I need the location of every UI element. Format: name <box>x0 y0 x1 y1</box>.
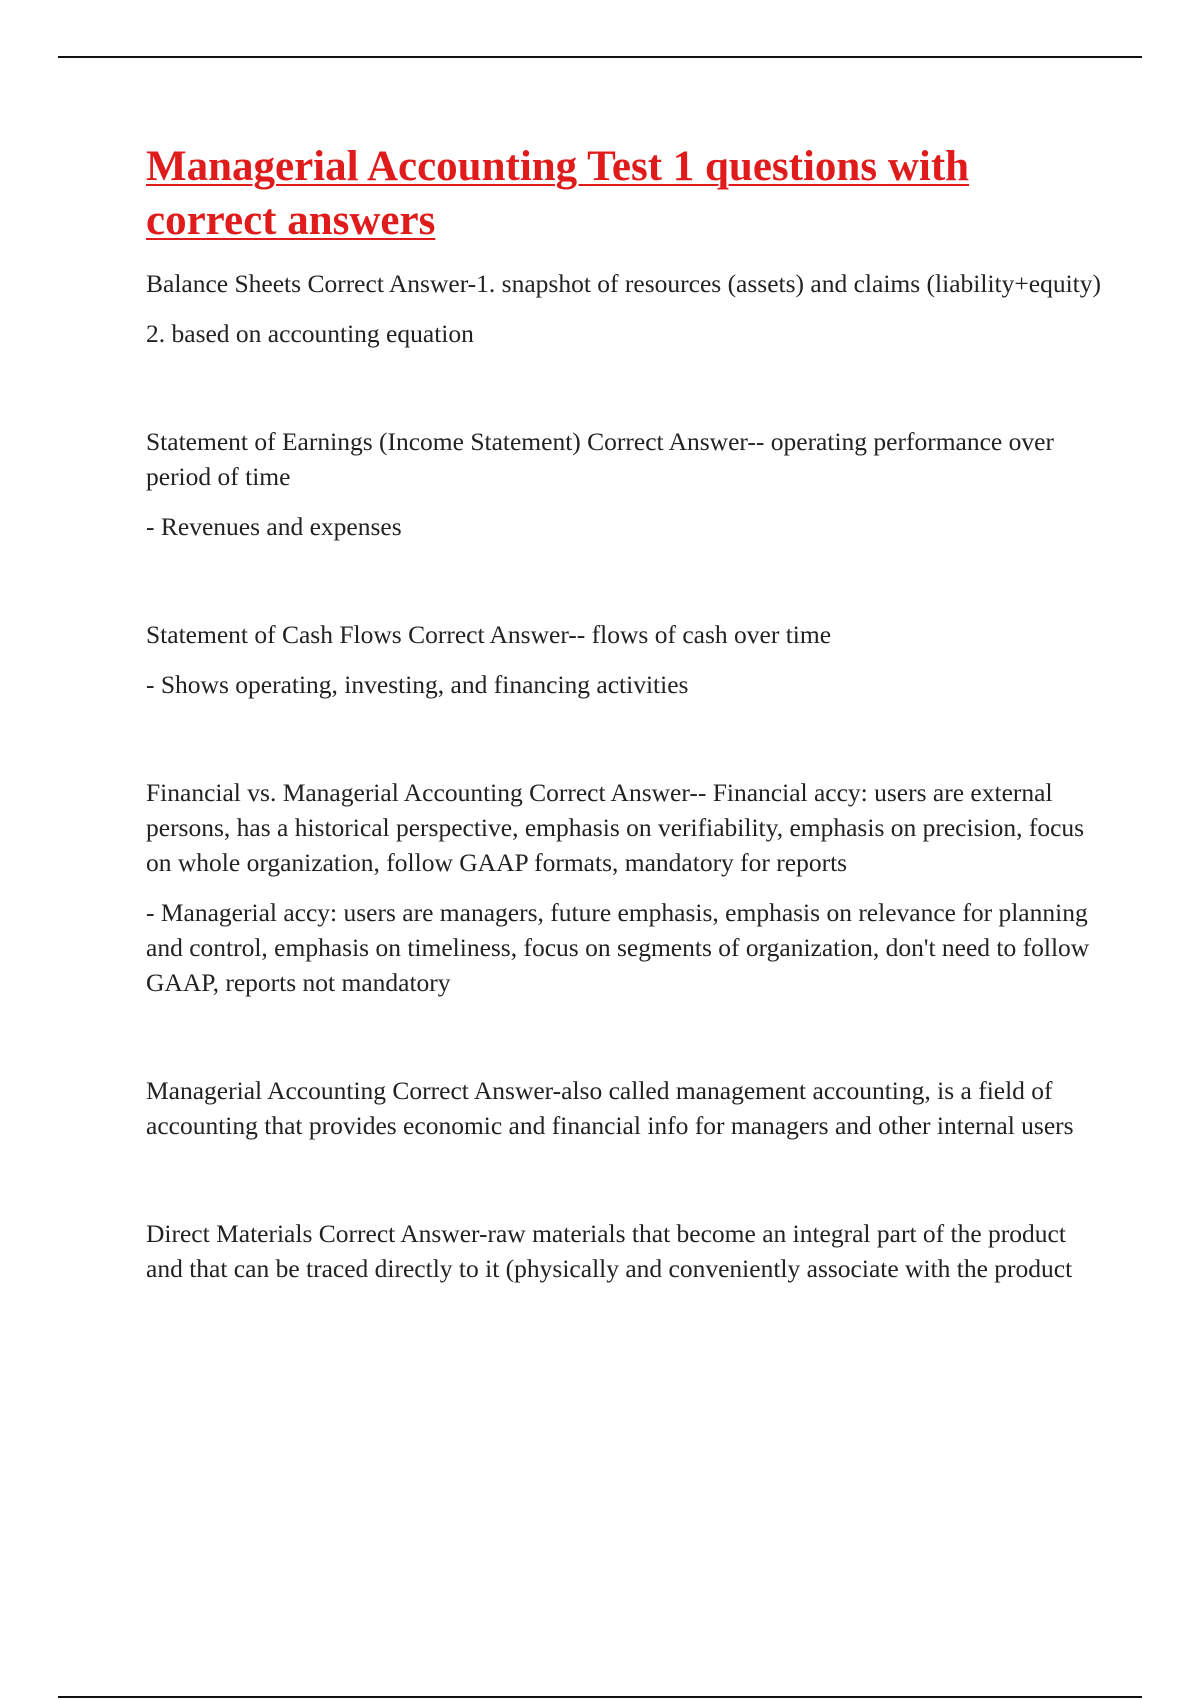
qa-entry-statement-of-cash-flows <box>146 617 1106 702</box>
entry-spacer <box>146 1015 1106 1073</box>
qa-entry-financial-vs-managerial <box>146 775 1106 1000</box>
entry-paragraph: - Revenues and expenses <box>146 512 402 541</box>
entry-paragraph: Statement of Cash Flows Correct Answer-- flows of cash over time <box>146 620 832 649</box>
entry-paragraph: - Managerial accy: users are managers, future emphasis, emphasis on relevance for planning and control, emphasis on timeliness, focus on segments of organization, don't need to follow GAAP, reports not mandatory <box>146 898 1090 997</box>
entry-spacer <box>146 559 1106 617</box>
qa-entry-direct-materials <box>146 1216 1106 1286</box>
entry-spacer <box>146 717 1106 775</box>
qa-entry-statement-of-earnings <box>146 424 1106 544</box>
qa-entry-balance-sheets <box>146 266 1106 351</box>
footer-rule <box>58 1696 1142 1698</box>
entry-paragraph: Balance Sheets Correct Answer-1. snapshot of resources (assets) and claims (liability+equity) <box>146 269 1101 298</box>
entry-spacer <box>146 366 1106 424</box>
qa-entry-managerial-accounting <box>146 1073 1106 1143</box>
entry-paragraph: Direct Materials Correct Answer-raw materials that become an integral part of the product and that can be traced directly to it (physically and conveniently associate with the product <box>146 1219 1073 1283</box>
document-body <box>146 140 1106 1301</box>
entry-paragraph: Statement of Earnings (Income Statement) Correct Answer-- operating performance over period of time <box>146 427 1054 491</box>
document-title: Managerial Accounting Test 1 questions with correct answers <box>146 143 970 244</box>
entry-paragraph: - Shows operating, investing, and financing activities <box>146 670 689 699</box>
entry-spacer <box>146 1158 1106 1216</box>
entry-paragraph: 2. based on accounting equation <box>146 319 474 348</box>
header-rule <box>58 56 1142 58</box>
entry-paragraph: Managerial Accounting Correct Answer-also called management accounting, is a field of accounting that provides economic and financial info for managers and other internal users <box>146 1076 1074 1140</box>
entry-paragraph: Financial vs. Managerial Accounting Correct Answer-- Financial accy: users are external persons, has a historical perspective, emphasis on verifiability, emphasis on precision, focus on whole organization, follow GAAP formats, mandatory for reports <box>146 778 1085 877</box>
